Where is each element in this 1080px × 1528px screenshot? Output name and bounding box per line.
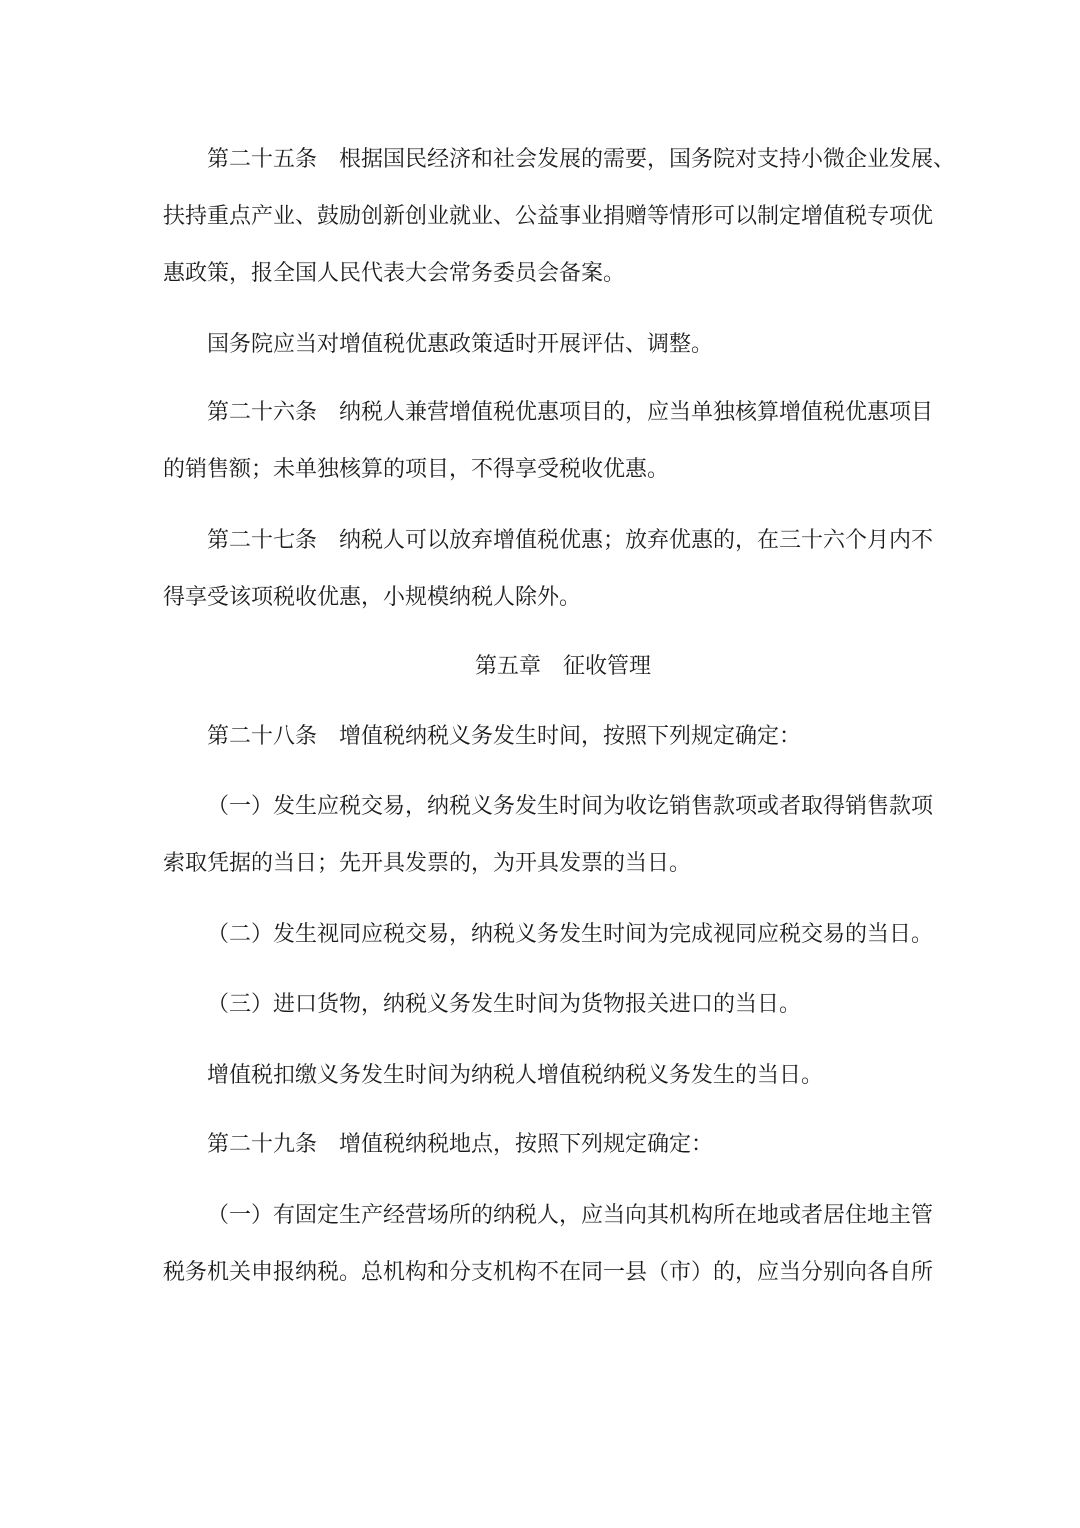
paragraph-line: 增值税扣缴义务发生时间为纳税人增值税纳税义务发生的当日。 xyxy=(207,1063,824,1088)
article-27-line-1: 第二十七条 纳税人可以放弃增值税优惠；放弃优惠的，在三十六个月内不 xyxy=(207,528,934,553)
paragraph-line: 国务院应当对增值税优惠政策适时开展评估、调整。 xyxy=(207,332,714,357)
chapter-heading: 第五章 征收管理 xyxy=(475,654,652,679)
list-item-line: （二）发生视同应税交易，纳税义务发生时间为完成视同应税交易的当日。 xyxy=(207,922,934,947)
list-item-line: （一）发生应税交易，纳税义务发生时间为收讫销售款项或者取得销售款项 xyxy=(207,794,934,819)
list-item-line: （一）有固定生产经营场所的纳税人，应当向其机构所在地或者居住地主管 xyxy=(207,1203,934,1228)
article-29-line-1: 第二十九条 增值税纳税地点，按照下列规定确定： xyxy=(207,1132,714,1157)
article-28-line-1: 第二十八条 增值税纳税义务发生时间，按照下列规定确定： xyxy=(207,724,802,749)
article-25-line-2: 扶持重点产业、鼓励创新创业就业、公益事业捐赠等情形可以制定增值税专项优 xyxy=(163,204,934,229)
article-25-line-3: 惠政策，报全国人民代表大会常务委员会备案。 xyxy=(163,261,626,286)
list-item-line: 索取凭据的当日；先开具发票的，为开具发票的当日。 xyxy=(163,851,692,876)
article-26-line-2: 的销售额；未单独核算的项目，不得享受税收优惠。 xyxy=(163,457,670,482)
article-25-line-1: 第二十五条 根据国民经济和社会发展的需要，国务院对支持小微企业发展、 xyxy=(207,147,956,172)
list-item-line: 税务机关申报纳税。总机构和分支机构不在同一县（市）的，应当分别向各自所 xyxy=(163,1260,934,1285)
article-26-line-1: 第二十六条 纳税人兼营增值税优惠项目的，应当单独核算增值税优惠项目 xyxy=(207,400,934,425)
list-item-line: （三）进口货物，纳税义务发生时间为货物报关进口的当日。 xyxy=(207,992,802,1017)
article-27-line-2: 得享受该项税收优惠，小规模纳税人除外。 xyxy=(163,585,582,610)
